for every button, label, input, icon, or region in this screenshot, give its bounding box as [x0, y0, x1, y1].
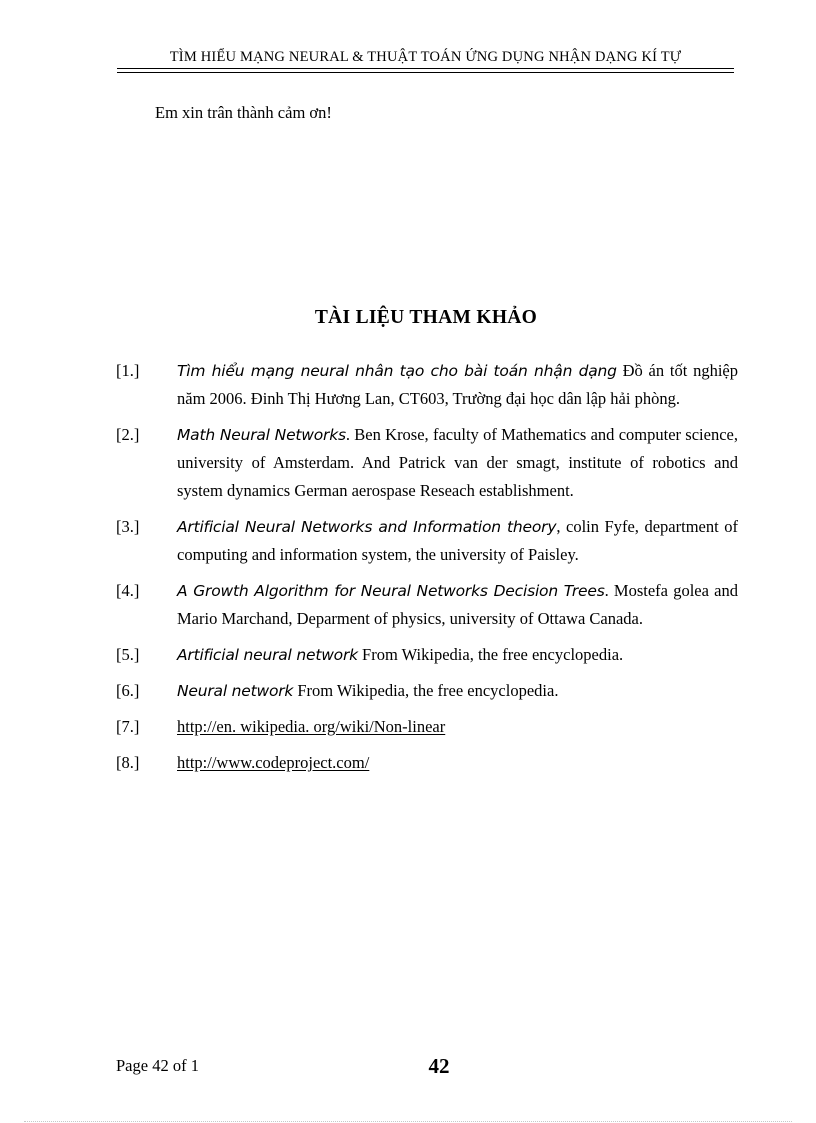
reference-item [116, 357, 738, 413]
reference-text [177, 713, 738, 741]
reference-title: Artificial neural network [177, 646, 358, 664]
reference-details: , colin Fyfe, department of computing and information system, the university of Paisley. [177, 517, 738, 564]
reference-details: . Ben Krose, faculty of Mathematics and computer science, university of Amsterdam. And Patrick van der smagt, institute of robotics and system dynamics German aerospase Reseach establishment. [177, 425, 738, 500]
reference-number: [3.] [116, 517, 140, 536]
reference-text [177, 513, 738, 569]
header-rule-top [117, 68, 734, 69]
reference-item [116, 713, 738, 741]
reference-title: Artificial Neural Networks and Information theory [177, 518, 557, 536]
reference-title: A Growth Algorithm for Neural Networks Decision Trees [177, 582, 605, 600]
footer-page-label: Page 42 of 1 [116, 1056, 199, 1075]
reference-text [177, 641, 738, 669]
reference-item [116, 421, 738, 505]
reference-text [177, 749, 738, 777]
reference-details: From Wikipedia, the free encyclopedia. [293, 681, 559, 700]
reference-item [116, 749, 738, 777]
references-title: TÀI LIỆU THAM KHẢO [314, 307, 538, 328]
page-bottom-edge [24, 1121, 792, 1122]
reference-item [116, 577, 738, 633]
references-list [116, 357, 738, 785]
reference-link[interactable]: http://en. wikipedia. org/wiki/Non-linear [177, 717, 446, 736]
reference-title: Tìm hiểu mạng neural nhân tạo cho bài toán nhận dạng [177, 362, 617, 380]
reference-number: [2.] [116, 425, 140, 444]
reference-text [177, 421, 738, 505]
reference-item [116, 513, 738, 569]
reference-title: Math Neural Networks [177, 426, 346, 444]
reference-text [177, 577, 738, 633]
reference-number: [1.] [116, 361, 140, 380]
reference-text [177, 677, 738, 705]
reference-number: [7.] [116, 717, 140, 736]
thanks-line: Em xin trân thành cảm ơn! [155, 103, 332, 122]
reference-text [177, 357, 738, 413]
reference-details: From Wikipedia, the free encyclopedia. [357, 645, 624, 664]
reference-item [116, 641, 738, 669]
reference-details: . Mostefa golea and Mario Marchand, Deparment of physics, university of Ottawa Canada. [177, 581, 739, 628]
reference-link[interactable]: http://www.codeproject.com/ [177, 753, 370, 772]
reference-number: [5.] [116, 645, 140, 664]
header-rule-bottom [117, 72, 734, 73]
reference-number: [8.] [116, 753, 140, 772]
running-header: TÌM HIỂU MẠNG NEURAL & THUẬT TOÁN ỨNG DỤNG NHẬN DẠNG KÍ TỰ [169, 49, 682, 65]
reference-details: Đồ án tốt nghiệp năm 2006. Đinh Thị Hương Lan, CT603, Trường đại học dân lập hải phòng. [177, 361, 738, 408]
reference-number: [4.] [116, 581, 140, 600]
reference-item [116, 677, 738, 705]
reference-title: Neural network [177, 682, 294, 700]
reference-number: [6.] [116, 681, 140, 700]
footer-page-number: 42 [428, 1054, 450, 1078]
